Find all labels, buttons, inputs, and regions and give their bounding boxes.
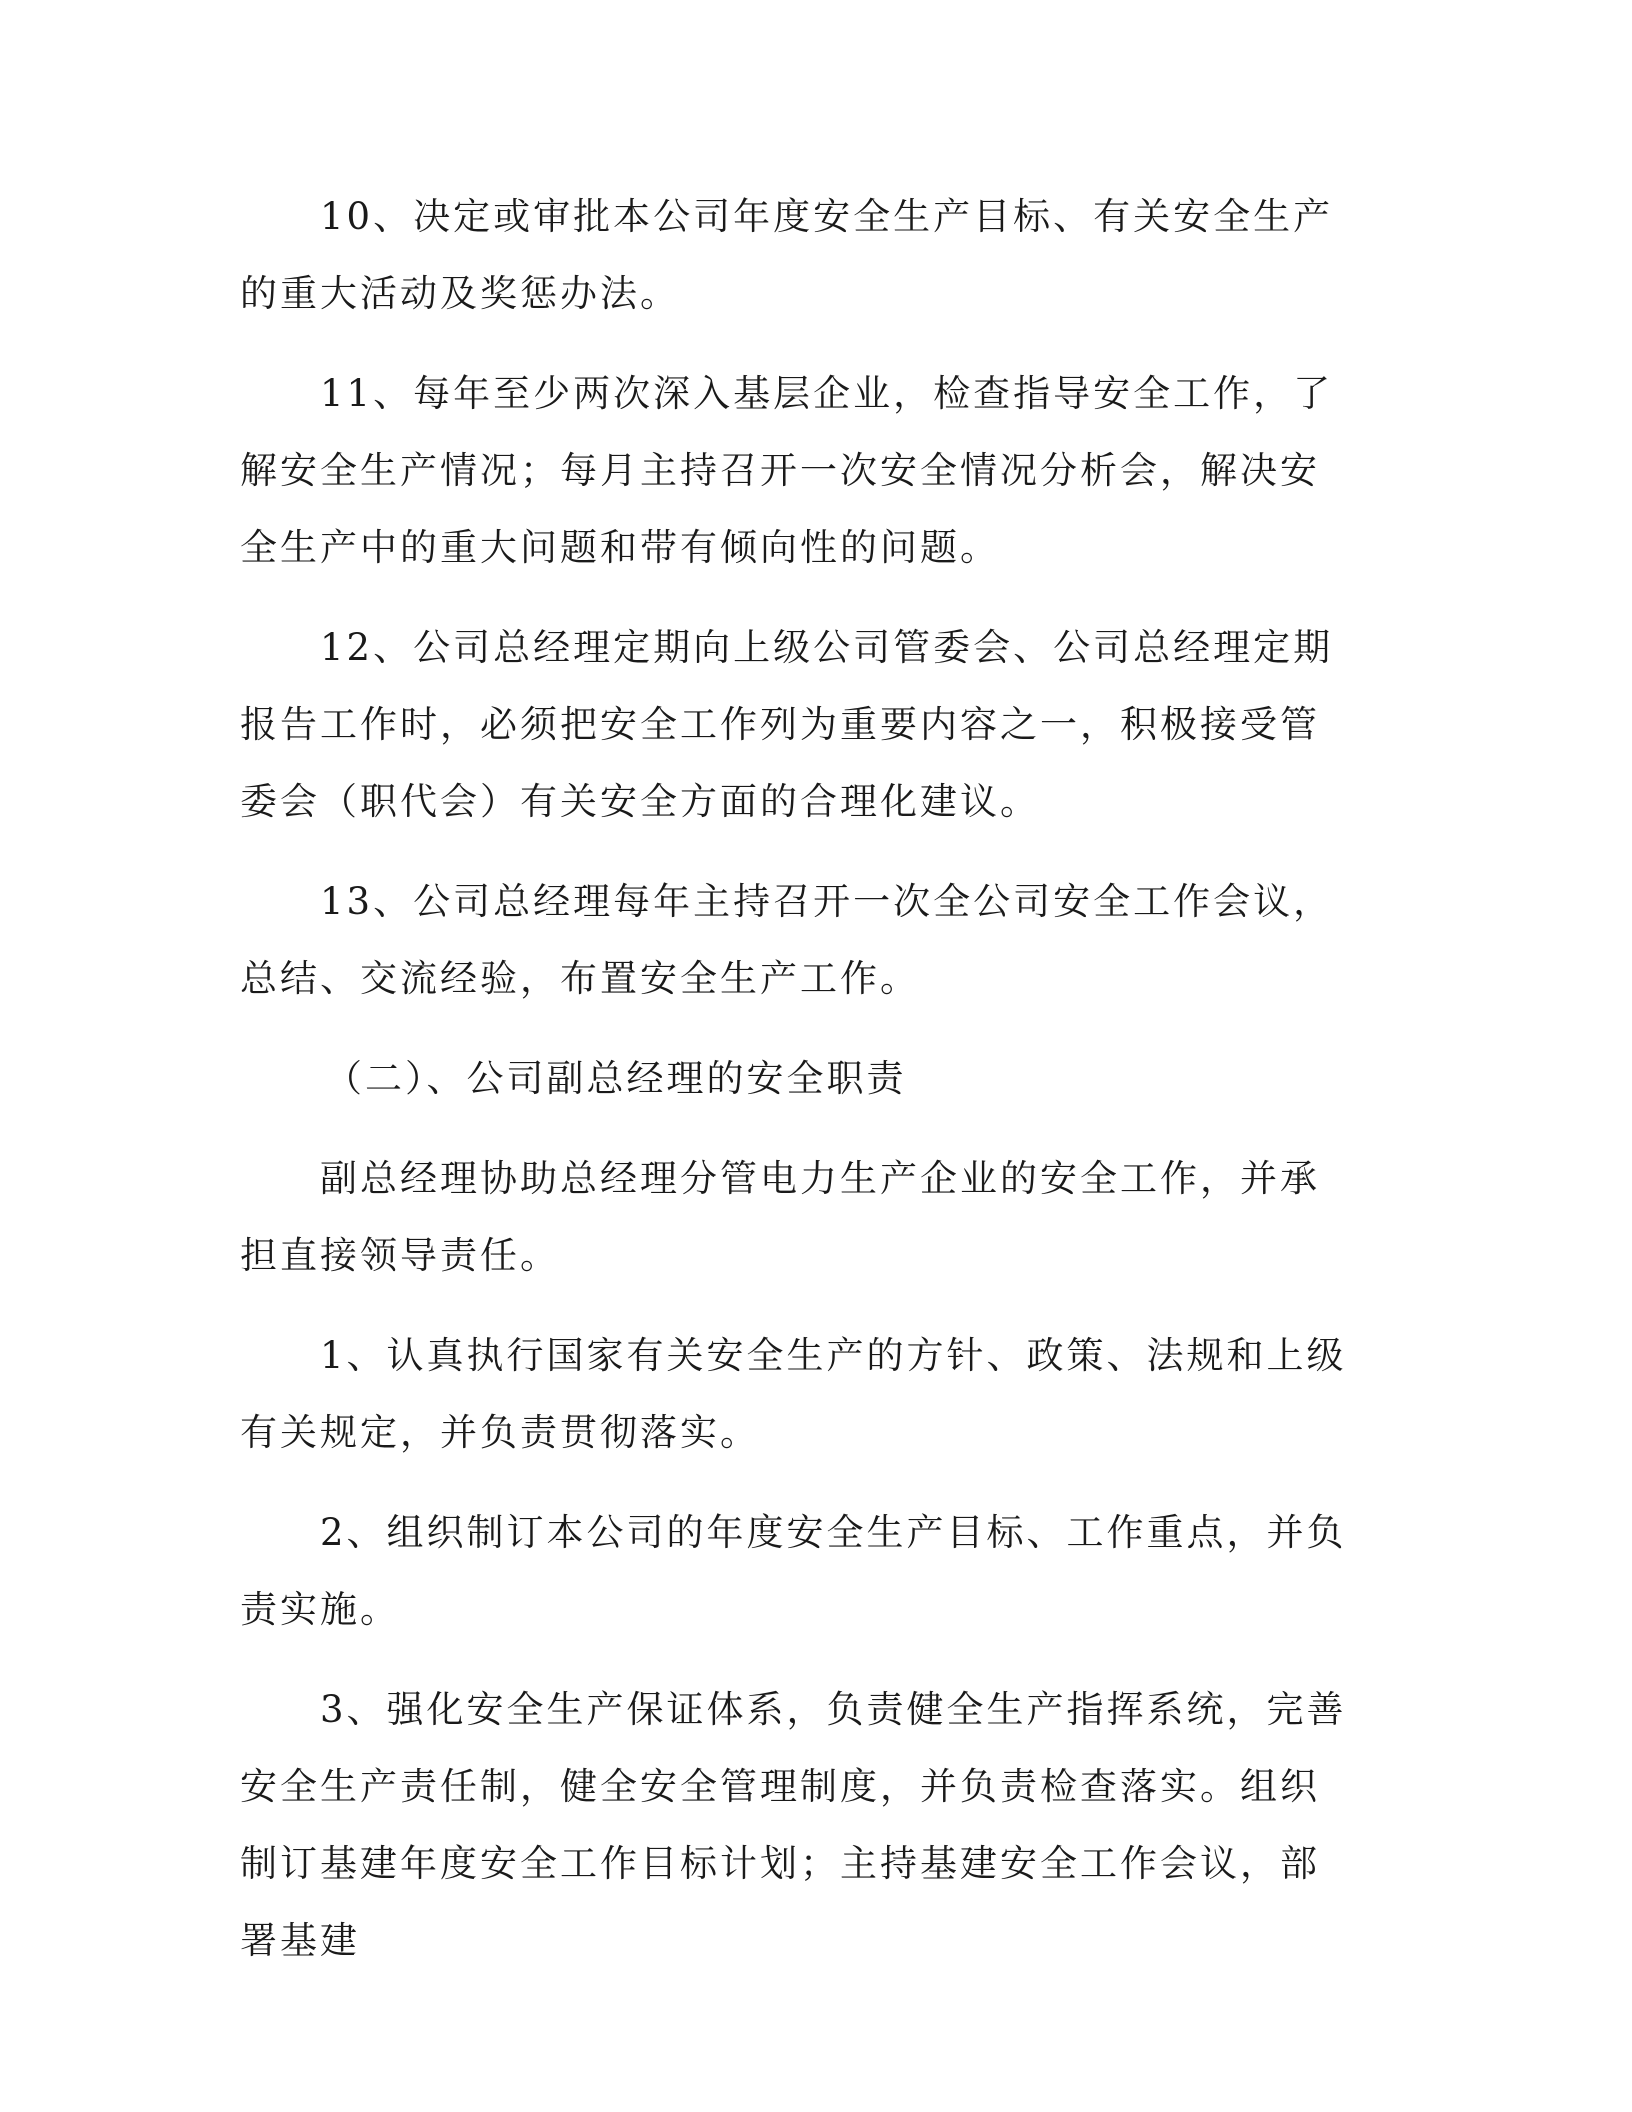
paragraph-item-11: 11、每年至少两次深入基层企业，检查指导安全工作，了解安全生产情况；每月主持召开一次安全情况分析会，解决安全生产中的重大问题和带有倾向性的问题。: [240, 372, 1334, 569]
paragraph-item-3: 3、强化安全生产保证体系，负责健全生产指挥系统，完善安全生产责任制，健全安全管理制度，并负责检查落实。组织制订基建年度安全工作目标计划；主持基建安全工作会议，部署基建: [240, 1688, 1347, 1962]
paragraph-item-12: 12、公司总经理定期向上级公司管委会、公司总经理定期报告工作时，必须把安全工作列为重要内容之一，积极接受管委会（职代会）有关安全方面的合理化建议。: [240, 626, 1334, 823]
section-heading: （二）、公司副总经理的安全职责: [325, 1057, 907, 1100]
paragraph-item-2: 2、组织制订本公司的年度安全生产目标、工作重点，并负责实施。: [240, 1511, 1347, 1631]
paragraph-item-1: 1、认真执行国家有关安全生产的方针、政策、法规和上级有关规定，并负责贯彻落实。: [240, 1334, 1347, 1454]
paragraph-item-10: 10、决定或审批本公司年度安全生产目标、有关安全生产的重大活动及奖惩办法。: [240, 195, 1334, 315]
section-intro-paragraph: 副总经理协助总经理分管电力生产企业的安全工作，并承担直接领导责任。: [240, 1157, 1320, 1277]
paragraph-item-13: 13、公司总经理每年主持召开一次全公司安全工作会议，总结、交流经验，布置安全生产工作。: [240, 880, 1334, 1000]
